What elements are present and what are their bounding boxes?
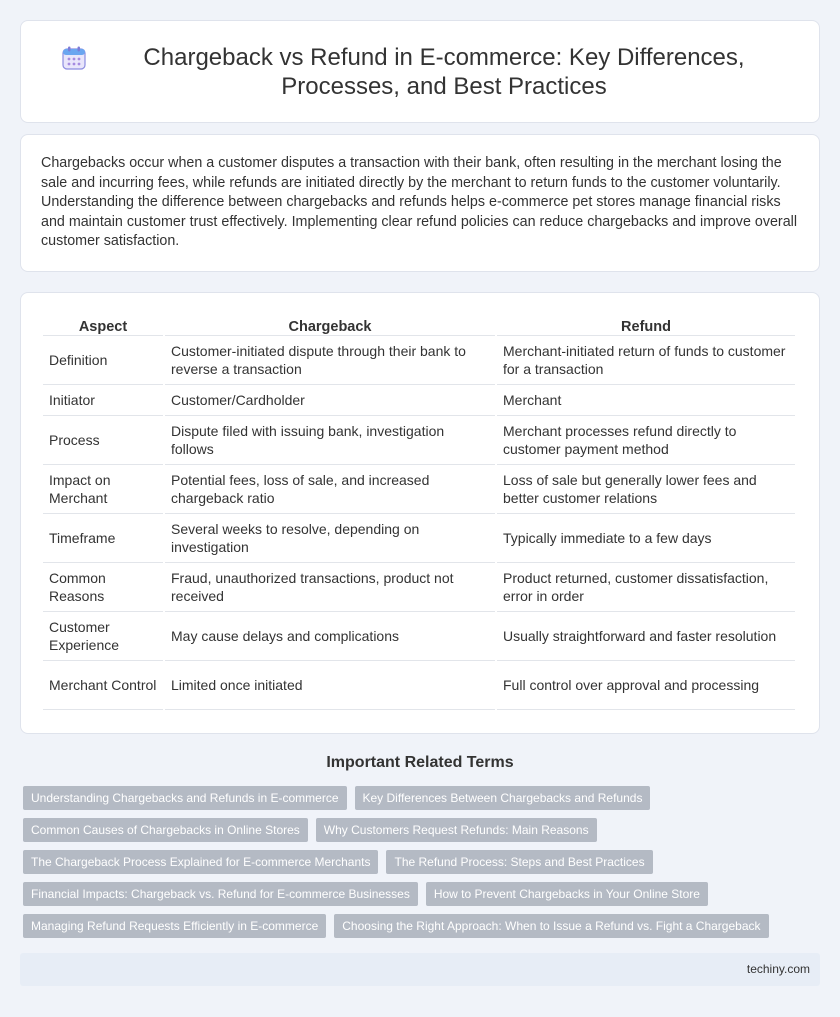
intro-card xyxy=(20,134,820,272)
table-row xyxy=(43,385,795,416)
related-term-tag[interactable]: The Refund Process: Steps and Best Practices xyxy=(386,850,652,874)
refund-cell: Merchant-initiated return of funds to customer for a transaction xyxy=(497,336,795,385)
related-term-tag[interactable]: Choosing the Right Approach: When to Issue a Refund vs. Fight a Chargeback xyxy=(334,914,768,938)
related-term-tag[interactable]: Understanding Chargebacks and Refunds in E-commerce xyxy=(23,786,347,810)
column-header-refund: Refund xyxy=(497,314,795,336)
chargeback-cell: Potential fees, loss of sale, and increased chargeback ratio xyxy=(165,465,495,514)
table-header-row xyxy=(43,314,795,336)
table-row xyxy=(43,336,795,385)
chargeback-cell: Several weeks to resolve, depending on investigation xyxy=(165,514,495,563)
comparison-table-card xyxy=(20,292,820,734)
refund-cell: Product returned, customer dissatisfaction, error in order xyxy=(497,563,795,612)
related-term-tag[interactable]: Key Differences Between Chargebacks and Refunds xyxy=(355,786,651,810)
comparison-table xyxy=(41,314,797,710)
column-header-aspect: Aspect xyxy=(43,314,163,336)
related-terms-list xyxy=(23,786,823,938)
header-card xyxy=(20,20,820,123)
chargeback-cell: Dispute filed with issuing bank, investigation follows xyxy=(165,416,495,465)
aspect-cell: Definition xyxy=(43,336,163,385)
chargeback-cell: May cause delays and complications xyxy=(165,612,495,661)
chargeback-cell: Limited once initiated xyxy=(165,661,495,710)
related-term-tag[interactable]: Financial Impacts: Chargeback vs. Refund for E-commerce Businesses xyxy=(23,882,418,906)
table-row xyxy=(43,612,795,661)
aspect-cell: Impact on Merchant xyxy=(43,465,163,514)
related-term-tag[interactable]: Common Causes of Chargebacks in Online Stores xyxy=(23,818,308,842)
chargeback-cell: Customer/Cardholder xyxy=(165,385,495,416)
refund-cell: Merchant xyxy=(497,385,795,416)
aspect-cell: Common Reasons xyxy=(43,563,163,612)
chargeback-cell: Fraud, unauthorized transactions, product not received xyxy=(165,563,495,612)
refund-cell: Loss of sale but generally lower fees and better customer relations xyxy=(497,465,795,514)
table-row xyxy=(43,661,795,710)
table-row xyxy=(43,465,795,514)
table-row xyxy=(43,563,795,612)
intro-text: Chargebacks occur when a customer disputes a transaction with their bank, often resulting in the merchant losing the sale and incurring fees, while refunds are initiated directly by the merchant to return funds to the customer voluntarily. Understanding the difference between chargebacks and refunds helps e-commerce pet stores manage financial risks and maintain customer trust effectively. Implementing clear refund policies can reduce chargebacks and improve overall customer satisfaction. xyxy=(41,155,797,250)
table-row xyxy=(43,514,795,563)
aspect-cell: Timeframe xyxy=(43,514,163,563)
footer-site-link[interactable]: techiny.com xyxy=(746,962,810,976)
related-terms-title: Important Related Terms xyxy=(326,754,514,771)
refund-cell: Merchant processes refund directly to customer payment method xyxy=(497,416,795,465)
chargeback-cell: Customer-initiated dispute through their bank to reverse a transaction xyxy=(165,336,495,385)
related-term-tag[interactable]: The Chargeback Process Explained for E-commerce Merchants xyxy=(23,850,378,874)
refund-cell: Full control over approval and processing xyxy=(497,661,795,710)
aspect-cell: Initiator xyxy=(43,385,163,416)
page-title: Chargeback vs Refund in E-commerce: Key Differences, Processes, and Best Practices xyxy=(143,43,745,100)
aspect-cell: Merchant Control xyxy=(43,661,163,710)
refund-cell: Typically immediate to a few days xyxy=(497,514,795,563)
table-row xyxy=(43,416,795,465)
related-term-tag[interactable]: Why Customers Request Refunds: Main Reasons xyxy=(316,818,597,842)
refund-cell: Usually straightforward and faster resolution xyxy=(497,612,795,661)
related-term-tag[interactable]: How to Prevent Chargebacks in Your Online Store xyxy=(426,882,708,906)
column-header-chargeback: Chargeback xyxy=(165,314,495,336)
footer xyxy=(20,953,820,986)
calendar-icon xyxy=(61,45,87,71)
aspect-cell: Customer Experience xyxy=(43,612,163,661)
aspect-cell: Process xyxy=(43,416,163,465)
related-term-tag[interactable]: Managing Refund Requests Efficiently in E-commerce xyxy=(23,914,326,938)
